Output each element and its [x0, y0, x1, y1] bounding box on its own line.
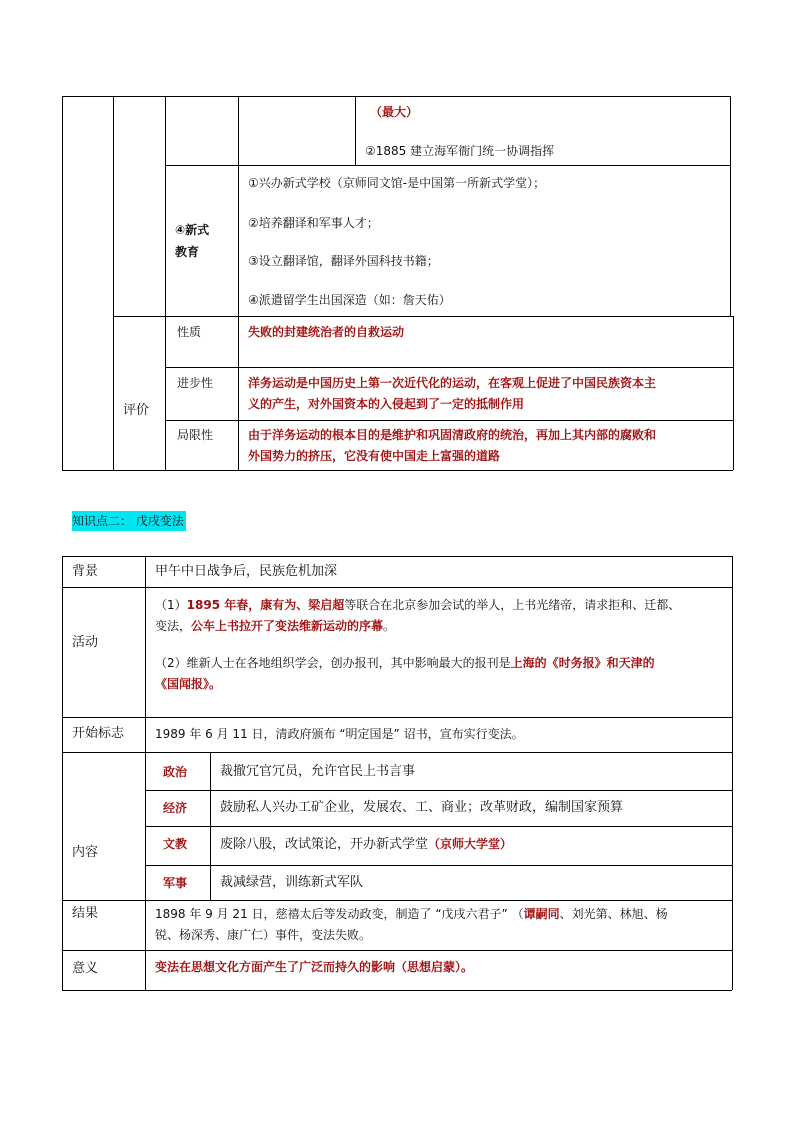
evaluation-row-label: 进步性	[177, 376, 214, 390]
biggest-note: （最大）	[370, 105, 419, 119]
table-border-bottom	[62, 470, 733, 471]
start-label: 开始标志	[72, 726, 125, 741]
result-label: 结果	[72, 906, 99, 921]
table-rule	[62, 900, 732, 901]
table-rule	[145, 865, 732, 866]
content-row-text: 废除八股，改试策论，开办新式学堂（京师大学堂）	[220, 837, 513, 852]
table-rule	[62, 950, 732, 951]
content-row-text: 裁减绿营，训练新式军队	[220, 875, 364, 890]
table-rule	[165, 420, 733, 421]
education-label: ④新式	[175, 223, 210, 237]
content-label: 内容	[72, 845, 99, 860]
evaluation-row-label: 性质	[177, 325, 202, 339]
content-row-label: 军事	[163, 876, 188, 890]
table-border-left	[62, 96, 63, 470]
table-rule	[210, 752, 211, 900]
result-text: 1898 年 9 月 21 日，慈禧太后等发动政变，制造了 “戊戌六君子” （谭嗣同、刘光第、林旭、杨	[155, 907, 668, 921]
start-text: 1989 年 6 月 11 日，清政府颁布 “明定国是” 诏书，宣布实行变法。	[155, 727, 524, 741]
table-rule	[113, 316, 733, 317]
activity-label: 活动	[72, 635, 99, 650]
table-rule	[145, 790, 732, 791]
evaluation-row-text: 失败的封建统治者的自救运动	[248, 325, 405, 339]
education-item: ①兴办新式学校（京师同文馆-是中国第一所新式学堂）；	[248, 176, 546, 190]
significance-label: 意义	[72, 961, 99, 976]
content-row-label: 文教	[163, 837, 188, 851]
table-rule	[113, 96, 114, 470]
significance-text: 变法在思想文化方面产生了广泛而持久的影响（思想启蒙）。	[155, 960, 474, 974]
activity-paragraph-1: 变法，公车上书拉开了变法维新运动的序幕。	[155, 619, 396, 633]
table-border-top	[62, 96, 730, 97]
content-row-label: 经济	[163, 801, 188, 815]
table-rule	[165, 367, 733, 368]
result-text: 锐、杨深秀、康广仁）事件，变法失败。	[155, 928, 372, 942]
table-rule	[238, 96, 239, 470]
education-item: ③设立翻译馆，翻译外国科技书籍；	[248, 254, 439, 268]
table-border-top	[62, 556, 732, 557]
table-rule	[165, 165, 730, 166]
activity-paragraph-2: （2）维新人士在各地组织学会，创办报刊，其中影响最大的报刊是上海的《时务报》和天津的	[155, 656, 655, 670]
content-row-text: 裁撤冗官冗员，允许官民上书言事	[220, 764, 416, 779]
content-row-label: 政治	[163, 765, 188, 779]
table-rule	[62, 752, 732, 753]
table-border-bottom	[62, 990, 732, 991]
evaluation-row-text: 外国势力的挤压，它没有使中国走上富强的道路	[248, 449, 501, 463]
table-rule	[145, 556, 146, 990]
evaluation-row-text: 由于洋务运动的根本目的是维护和巩固清政府的统治，再加上其内部的腐败和	[248, 428, 657, 442]
section-heading: 知识点二： 戊戌变法	[72, 511, 186, 531]
evaluation-row-label: 局限性	[177, 428, 214, 442]
table-border-right	[733, 316, 734, 470]
table-border-right	[732, 556, 733, 990]
evaluation-row-text: 洋务运动是中国历史上第一次近代化的运动，在客观上促进了中国民族资本主	[248, 376, 657, 390]
background-label: 背景	[72, 564, 99, 579]
table-rule	[62, 587, 732, 588]
education-item: ②培养翻译和军事人才；	[248, 216, 379, 230]
evaluation-row-text: 义的产生，对外国资本的入侵起到了一定的抵制作用	[248, 397, 525, 411]
table-rule	[165, 96, 166, 470]
table-rule	[62, 717, 732, 718]
activity-paragraph-2: 《国闻报》。	[155, 677, 222, 691]
education-item: ④派遣留学生出国深造（如：詹天佑）	[248, 293, 451, 307]
table-rule	[730, 96, 731, 316]
table-rule	[355, 96, 356, 165]
table-border-left	[62, 556, 63, 990]
activity-paragraph-1: （1）1895 年春，康有为、梁启超等联合在北京参加会试的举人，上书光绪帝，请求拒和、迁都、	[155, 598, 681, 612]
education-label: 教育	[175, 245, 200, 259]
background-text: 甲午中日战争后，民族危机加深	[155, 564, 338, 579]
content-row-text: 鼓励私人兴办工矿企业，发展农、工、商业；改革财政，编制国家预算	[220, 800, 624, 815]
navy-command-text: ②1885 建立海军衙门统一协调指挥	[365, 144, 555, 158]
table-rule	[145, 826, 732, 827]
evaluation-label: 评价	[123, 403, 150, 418]
